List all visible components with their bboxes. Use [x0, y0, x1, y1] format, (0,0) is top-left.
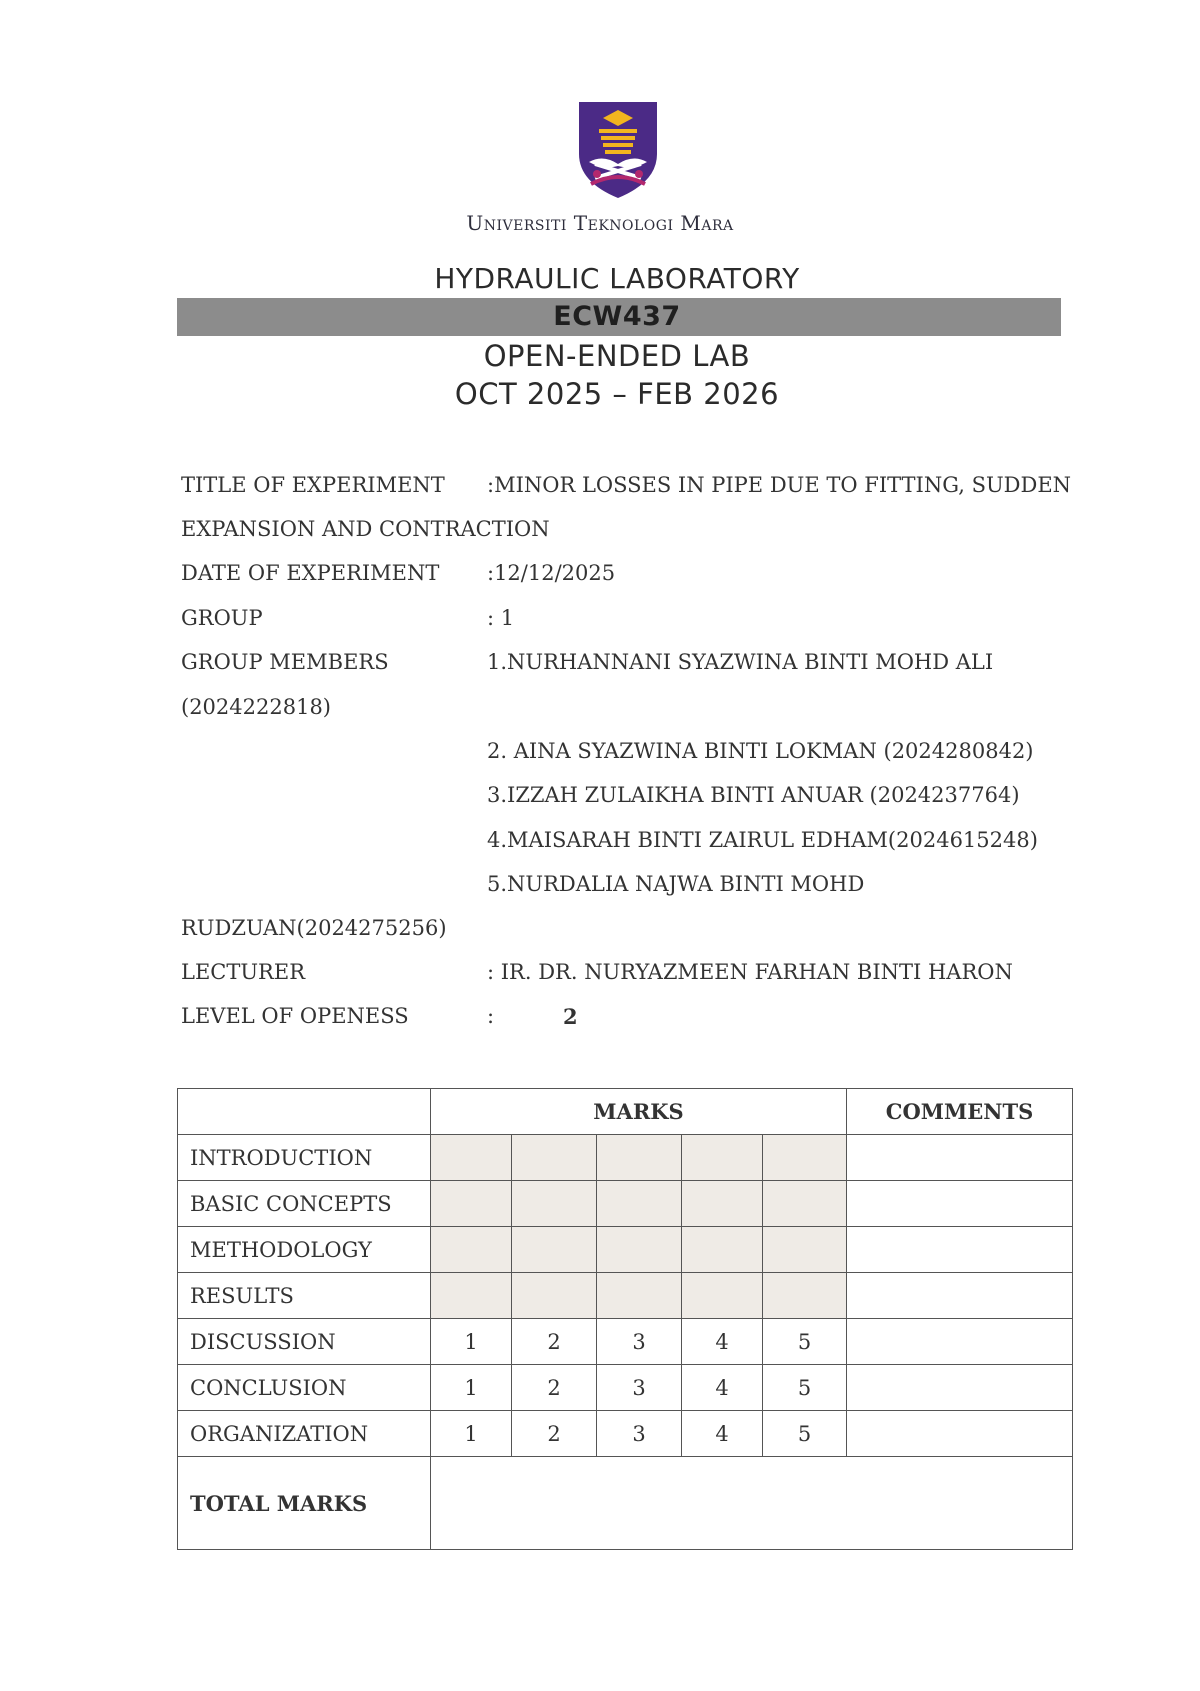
criterion-discussion: DISCUSSION [178, 1319, 431, 1365]
group-value: : 1 [487, 606, 515, 630]
comment-cell [847, 1227, 1073, 1273]
criterion-conclusion: CONCLUSION [178, 1365, 431, 1411]
member-1: 1.NURHANNANI SYAZWINA BINTI MOHD ALI [487, 650, 994, 674]
course-code: ECW437 [553, 301, 681, 332]
score-option: 3 [597, 1319, 682, 1365]
openness-value: 2 [563, 1004, 578, 1029]
mark-cell [512, 1181, 597, 1227]
table-row [178, 1181, 1073, 1227]
criterion-basic-concepts: BASIC CONCEPTS [178, 1181, 431, 1227]
table-row [178, 1365, 1073, 1411]
score-option: 4 [682, 1319, 763, 1365]
mark-cell [682, 1273, 763, 1319]
mark-cell [682, 1181, 763, 1227]
score-option: 2 [512, 1319, 597, 1365]
comment-cell [847, 1411, 1073, 1457]
mark-cell [682, 1227, 763, 1273]
member-4: 4.MAISARAH BINTI ZAIRUL EDHAM(2024615248) [487, 828, 1038, 852]
total-marks-cell [431, 1457, 1073, 1550]
mark-cell [431, 1273, 512, 1319]
mark-cell [431, 1135, 512, 1181]
member-5: 5.NURDALIA NAJWA BINTI MOHD [487, 872, 865, 896]
table-row [178, 1135, 1073, 1181]
criterion-methodology: METHODOLOGY [178, 1227, 431, 1273]
university-name: Universiti Teknologi Mara [466, 211, 734, 235]
member-5-id: RUDZUAN(2024275256) [181, 916, 447, 940]
lecturer-value: : IR. DR. NURYAZMEEN FARHAN BINTI HARON [487, 960, 1013, 984]
mark-cell [597, 1227, 682, 1273]
group-label: GROUP [181, 606, 263, 630]
mark-cell [512, 1273, 597, 1319]
score-option: 4 [682, 1365, 763, 1411]
mark-cell [763, 1273, 847, 1319]
comment-cell [847, 1365, 1073, 1411]
table-row [178, 1319, 1073, 1365]
mark-cell [597, 1135, 682, 1181]
mark-cell [512, 1227, 597, 1273]
mark-cell [512, 1135, 597, 1181]
title-continuation: EXPANSION AND CONTRACTION [181, 517, 550, 541]
score-option: 5 [763, 1411, 847, 1457]
score-option: 1 [431, 1319, 512, 1365]
score-option: 1 [431, 1365, 512, 1411]
score-option: 1 [431, 1411, 512, 1457]
comment-cell [847, 1135, 1073, 1181]
criterion-organization: ORGANIZATION [178, 1411, 431, 1457]
marks-header: MARKS [431, 1089, 847, 1135]
lab-type: OPEN-ENDED LAB [483, 339, 751, 373]
mark-cell [763, 1227, 847, 1273]
header-blank-cell [178, 1089, 431, 1135]
member-2: 2. AINA SYAZWINA BINTI LOKMAN (2024280842) [487, 739, 1034, 763]
mark-cell [431, 1181, 512, 1227]
criterion-introduction: INTRODUCTION [178, 1135, 431, 1181]
lecturer-label: LECTURER [181, 960, 306, 984]
session: OCT 2025 – FEB 2026 [454, 377, 780, 411]
mark-cell [431, 1227, 512, 1273]
total-row [178, 1457, 1073, 1550]
table-row [178, 1227, 1073, 1273]
title-label: TITLE OF EXPERIMENT [181, 473, 445, 497]
score-option: 2 [512, 1365, 597, 1411]
members-label: GROUP MEMBERS [181, 650, 389, 674]
mark-cell [682, 1135, 763, 1181]
marks-table [177, 1088, 1073, 1550]
score-option: 4 [682, 1411, 763, 1457]
score-option: 3 [597, 1365, 682, 1411]
table-row [178, 1411, 1073, 1457]
mark-cell [597, 1181, 682, 1227]
mark-cell [763, 1135, 847, 1181]
comments-header: COMMENTS [847, 1089, 1073, 1135]
title-value: :MINOR LOSSES IN PIPE DUE TO FITTING, SUDDEN [487, 473, 1072, 497]
member-1-id: (2024222818) [181, 695, 331, 719]
criterion-results: RESULTS [178, 1273, 431, 1319]
lab-title: HYDRAULIC LABORATORY [434, 262, 800, 295]
table-header-row [178, 1089, 1073, 1135]
table-row [178, 1273, 1073, 1319]
date-label: DATE OF EXPERIMENT [181, 561, 440, 585]
comment-cell [847, 1181, 1073, 1227]
date-value: :12/12/2025 [487, 561, 616, 585]
comment-cell [847, 1319, 1073, 1365]
comment-cell [847, 1273, 1073, 1319]
score-option: 5 [763, 1365, 847, 1411]
mark-cell [597, 1273, 682, 1319]
mark-cell [763, 1181, 847, 1227]
score-option: 5 [763, 1319, 847, 1365]
score-option: 2 [512, 1411, 597, 1457]
openness-label: LEVEL OF OPENESS [181, 1004, 409, 1028]
total-marks-label: TOTAL MARKS [178, 1457, 431, 1550]
score-option: 3 [597, 1411, 682, 1457]
uitm-logo [577, 100, 659, 200]
openness-colon: : [487, 1004, 495, 1028]
member-3: 3.IZZAH ZULAIKHA BINTI ANUAR (2024237764) [487, 783, 1020, 807]
